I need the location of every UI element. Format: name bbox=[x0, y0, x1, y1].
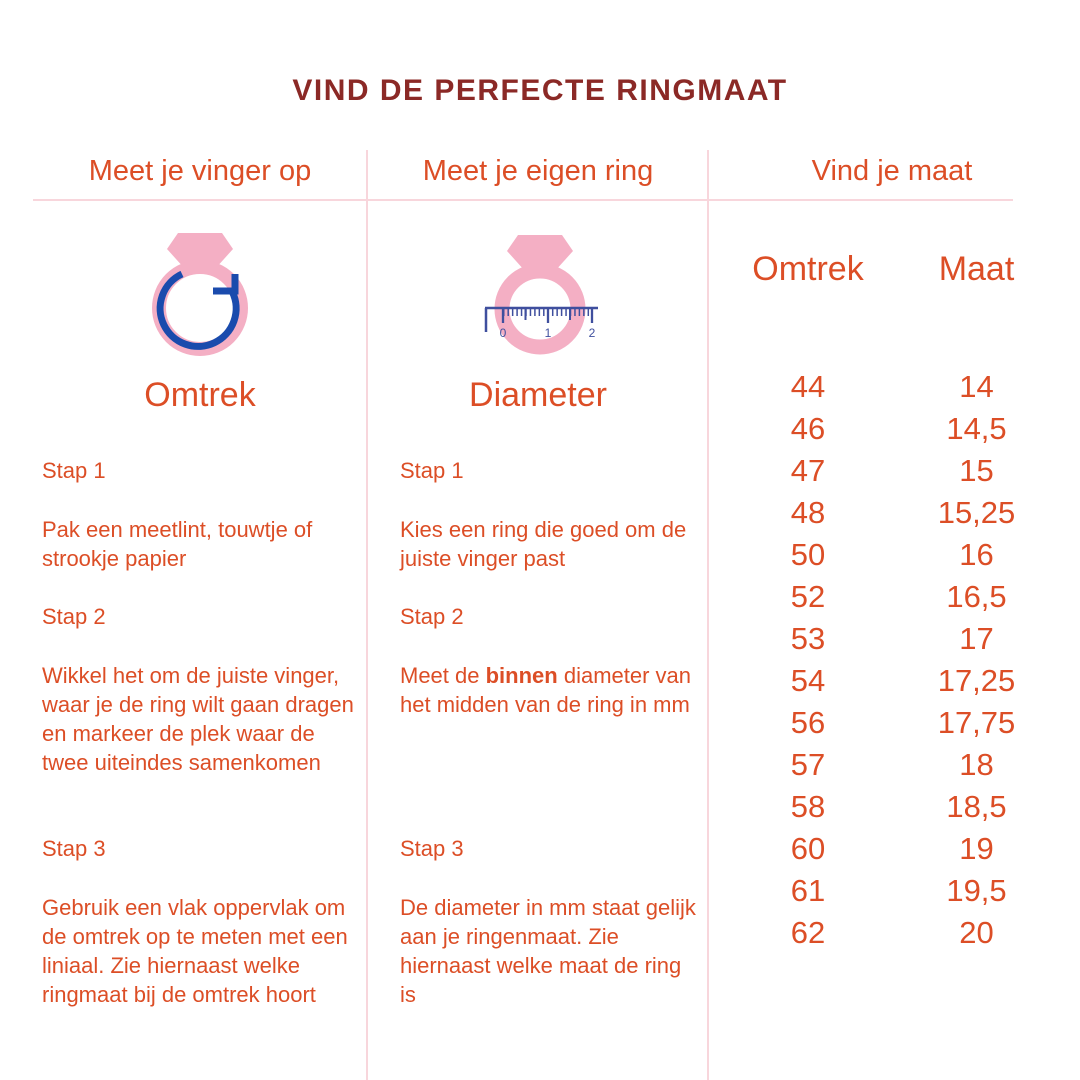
ruler-label-2: 2 bbox=[588, 326, 596, 340]
maat-value: 16,5 bbox=[946, 579, 1007, 614]
maat-value: 15,25 bbox=[937, 495, 1016, 530]
table-row bbox=[708, 576, 1045, 618]
maat-value: 14,5 bbox=[946, 411, 1007, 446]
omtrek-value: 48 bbox=[790, 495, 826, 530]
finger-step3-label: Stap 3 bbox=[42, 836, 106, 861]
method-label-omtrek: Omtrek bbox=[144, 376, 256, 414]
ring-step2-text-before: Meet de bbox=[400, 663, 486, 688]
ring-step1-label: Stap 1 bbox=[400, 458, 464, 483]
maat-value: 19,5 bbox=[946, 873, 1007, 908]
omtrek-value: 57 bbox=[790, 747, 826, 782]
omtrek-value: 53 bbox=[790, 621, 826, 656]
omtrek-value: 61 bbox=[790, 873, 826, 908]
omtrek-value: 60 bbox=[790, 831, 826, 866]
column-header-ring: Meet je eigen ring bbox=[422, 155, 654, 187]
maat-value: 17,75 bbox=[937, 705, 1016, 740]
maat-value: 18,5 bbox=[946, 789, 1007, 824]
column-header-size: Vind je maat bbox=[811, 155, 973, 187]
size-table-headers bbox=[708, 250, 1045, 289]
omtrek-value: 62 bbox=[790, 915, 826, 950]
omtrek-value: 58 bbox=[790, 789, 826, 824]
method-label-diameter: Diameter bbox=[469, 376, 607, 414]
ring-step2-text-after: diameter van het midden van de ring in mm bbox=[400, 663, 692, 717]
finger-step1-text: Pak een meetlint, touwtje of strookje papier bbox=[42, 517, 313, 571]
maat-value: 14 bbox=[959, 369, 994, 404]
page-title: VIND DE PERFECTE RINGMAAT bbox=[292, 74, 788, 107]
maat-value: 19 bbox=[959, 831, 994, 866]
table-row bbox=[708, 660, 1045, 702]
table-row bbox=[708, 618, 1045, 660]
table-row bbox=[708, 492, 1045, 534]
ring-circumference-icon bbox=[138, 226, 262, 358]
header-underline bbox=[33, 199, 1013, 201]
table-row bbox=[708, 366, 1045, 408]
ring-step3-label: Stap 3 bbox=[400, 836, 464, 861]
ring-step2-label: Stap 2 bbox=[400, 604, 464, 629]
ring-step2-text bbox=[400, 661, 698, 719]
size-table bbox=[708, 366, 1045, 954]
ruler-label-1: 1 bbox=[544, 326, 552, 340]
ruler-label-0: 0 bbox=[499, 326, 507, 340]
column-header-finger: Meet je vinger op bbox=[88, 155, 312, 187]
ring-step2-text-bold: binnen bbox=[485, 663, 558, 688]
omtrek-value: 54 bbox=[790, 663, 826, 698]
maat-value: 17 bbox=[959, 621, 994, 656]
maat-value: 18 bbox=[959, 747, 994, 782]
table-row bbox=[708, 408, 1045, 450]
omtrek-value: 46 bbox=[790, 411, 826, 446]
table-row bbox=[708, 912, 1045, 954]
maat-value: 17,25 bbox=[937, 663, 1016, 698]
finger-step1-label: Stap 1 bbox=[42, 458, 106, 483]
omtrek-value: 50 bbox=[790, 537, 826, 572]
finger-step2-text: Wikkel het om de juiste vinger, waar je de ring wilt gaan dragen en markeer de plek waar de twee uiteindes samenkomen bbox=[42, 663, 354, 775]
omtrek-value: 52 bbox=[790, 579, 826, 614]
table-row bbox=[708, 702, 1045, 744]
ring-step1-text: Kies een ring die goed om de juiste vinger past bbox=[400, 517, 687, 571]
table-row bbox=[708, 534, 1045, 576]
table-row bbox=[708, 450, 1045, 492]
size-table-header-maat: Maat bbox=[938, 250, 1015, 288]
maat-value: 20 bbox=[959, 915, 994, 950]
table-row bbox=[708, 744, 1045, 786]
finger-step2-label: Stap 2 bbox=[42, 604, 106, 629]
maat-value: 16 bbox=[959, 537, 994, 572]
omtrek-value: 44 bbox=[790, 369, 826, 404]
column-divider-1 bbox=[366, 150, 368, 1080]
maat-value: 15 bbox=[959, 453, 994, 488]
omtrek-value: 47 bbox=[790, 453, 826, 488]
table-row bbox=[708, 828, 1045, 870]
table-row bbox=[708, 786, 1045, 828]
table-row bbox=[708, 870, 1045, 912]
ring-step3-text: De diameter in mm staat gelijk aan je ringenmaat. Zie hiernaast welke maat de ring is bbox=[400, 895, 696, 1007]
circumference-arrow-arc bbox=[160, 274, 236, 346]
ring-diameter-icon bbox=[478, 228, 602, 358]
omtrek-value: 56 bbox=[790, 705, 826, 740]
finger-step3-text: Gebruik een vlak oppervlak om de omtrek op te meten met een liniaal. Zie hiernaast welke ringmaat bij de omtrek hoort bbox=[42, 895, 348, 1007]
size-table-header-omtrek: Omtrek bbox=[752, 250, 864, 288]
